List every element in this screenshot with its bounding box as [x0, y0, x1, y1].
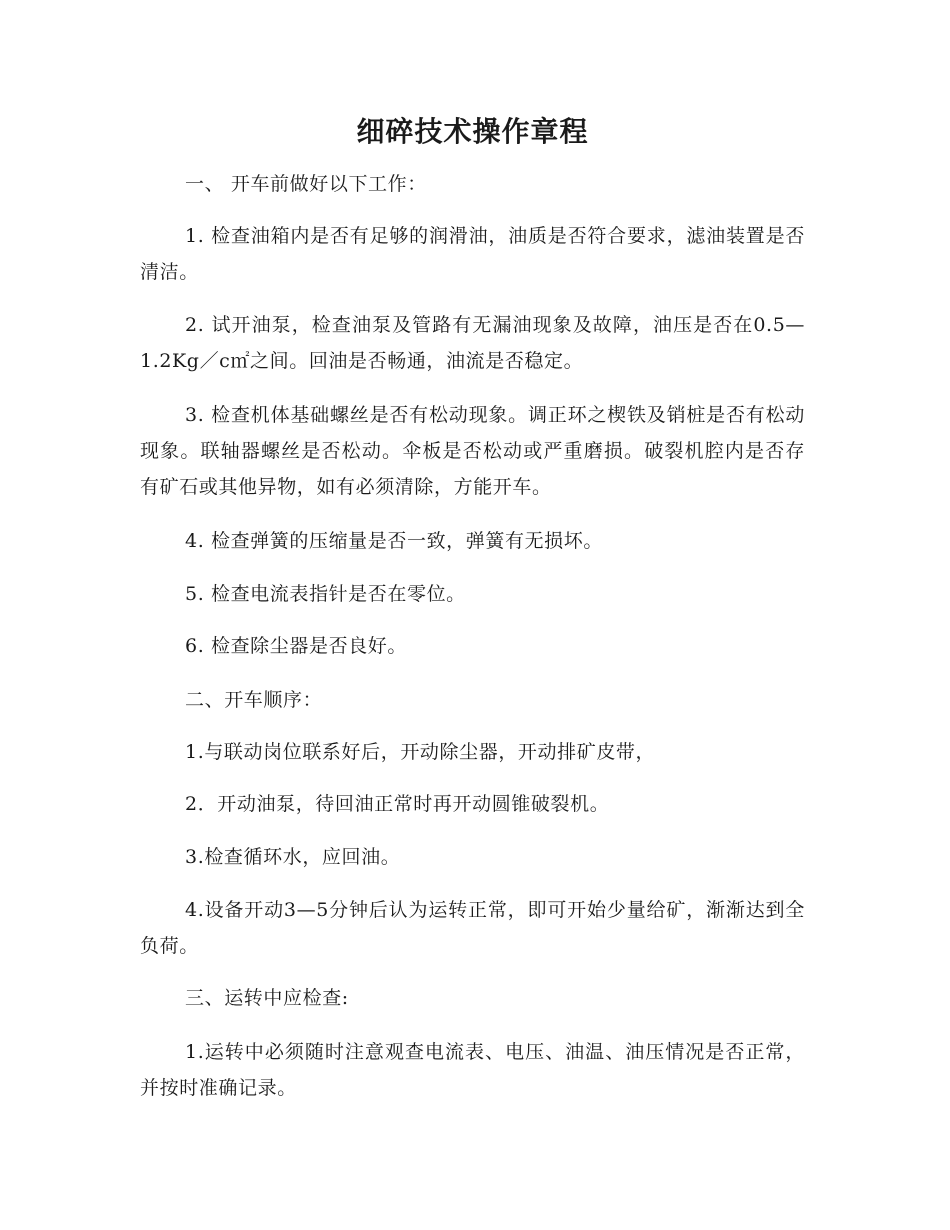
paragraph-7: 1.与联动岗位联系好后，开动除尘器，开动排矿皮带， — [185, 741, 656, 763]
paragraph-9: 3.检查循环水，应回油。 — [185, 846, 401, 868]
section-heading-2: 二、开车顺序： — [185, 689, 323, 711]
section-heading-1: 一、 开车前做好以下工作： — [185, 173, 427, 195]
paragraph-8: 2．开动油泵，待回油正常时再开动圆锥破裂机。 — [185, 793, 610, 815]
paragraph-6: 6. 检查除尘器是否良好。 — [185, 635, 407, 657]
section-heading-3: 三、运转中应检查: — [185, 987, 349, 1009]
document-title: 细碎技术操作章程 — [356, 115, 589, 148]
paragraph-5: 5. 检查电流表指针是否在零位。 — [185, 583, 466, 605]
paragraph-10: 4.设备开动3—5分钟后认为运转正常，即可开始少量给矿，渐渐达到全负荷。 — [140, 899, 805, 957]
paragraph-4: 4. 检查弹簧的压缩量是否一致，弹簧有无损坏。 — [185, 530, 603, 552]
paragraph-3: 3. 检查机体基础螺丝是否有松动现象。调正环之楔铁及销桩是否有松动现象。联轴器螺丝是否松动。伞板是否松动或严重磨损。破裂机腔内是否存有矿石或其他异物，如有必须清除，方能开车。 — [140, 404, 805, 498]
paragraph-11: 1.运转中必须随时注意观查电流表、电压、油温、油压情况是否正常，并按时准确记录。 — [140, 1041, 805, 1099]
paragraph-1: 1. 检查油箱内是否有足够的润滑油，油质是否符合要求，滤油装置是否清洁。 — [140, 225, 805, 283]
paragraph-2: 2. 试开油泵，检查油泵及管路有无漏油现象及故障，油压是否在0.5—1.2Kg／c㎡之间。回油是否畅通，油流是否稳定。 — [140, 314, 805, 372]
